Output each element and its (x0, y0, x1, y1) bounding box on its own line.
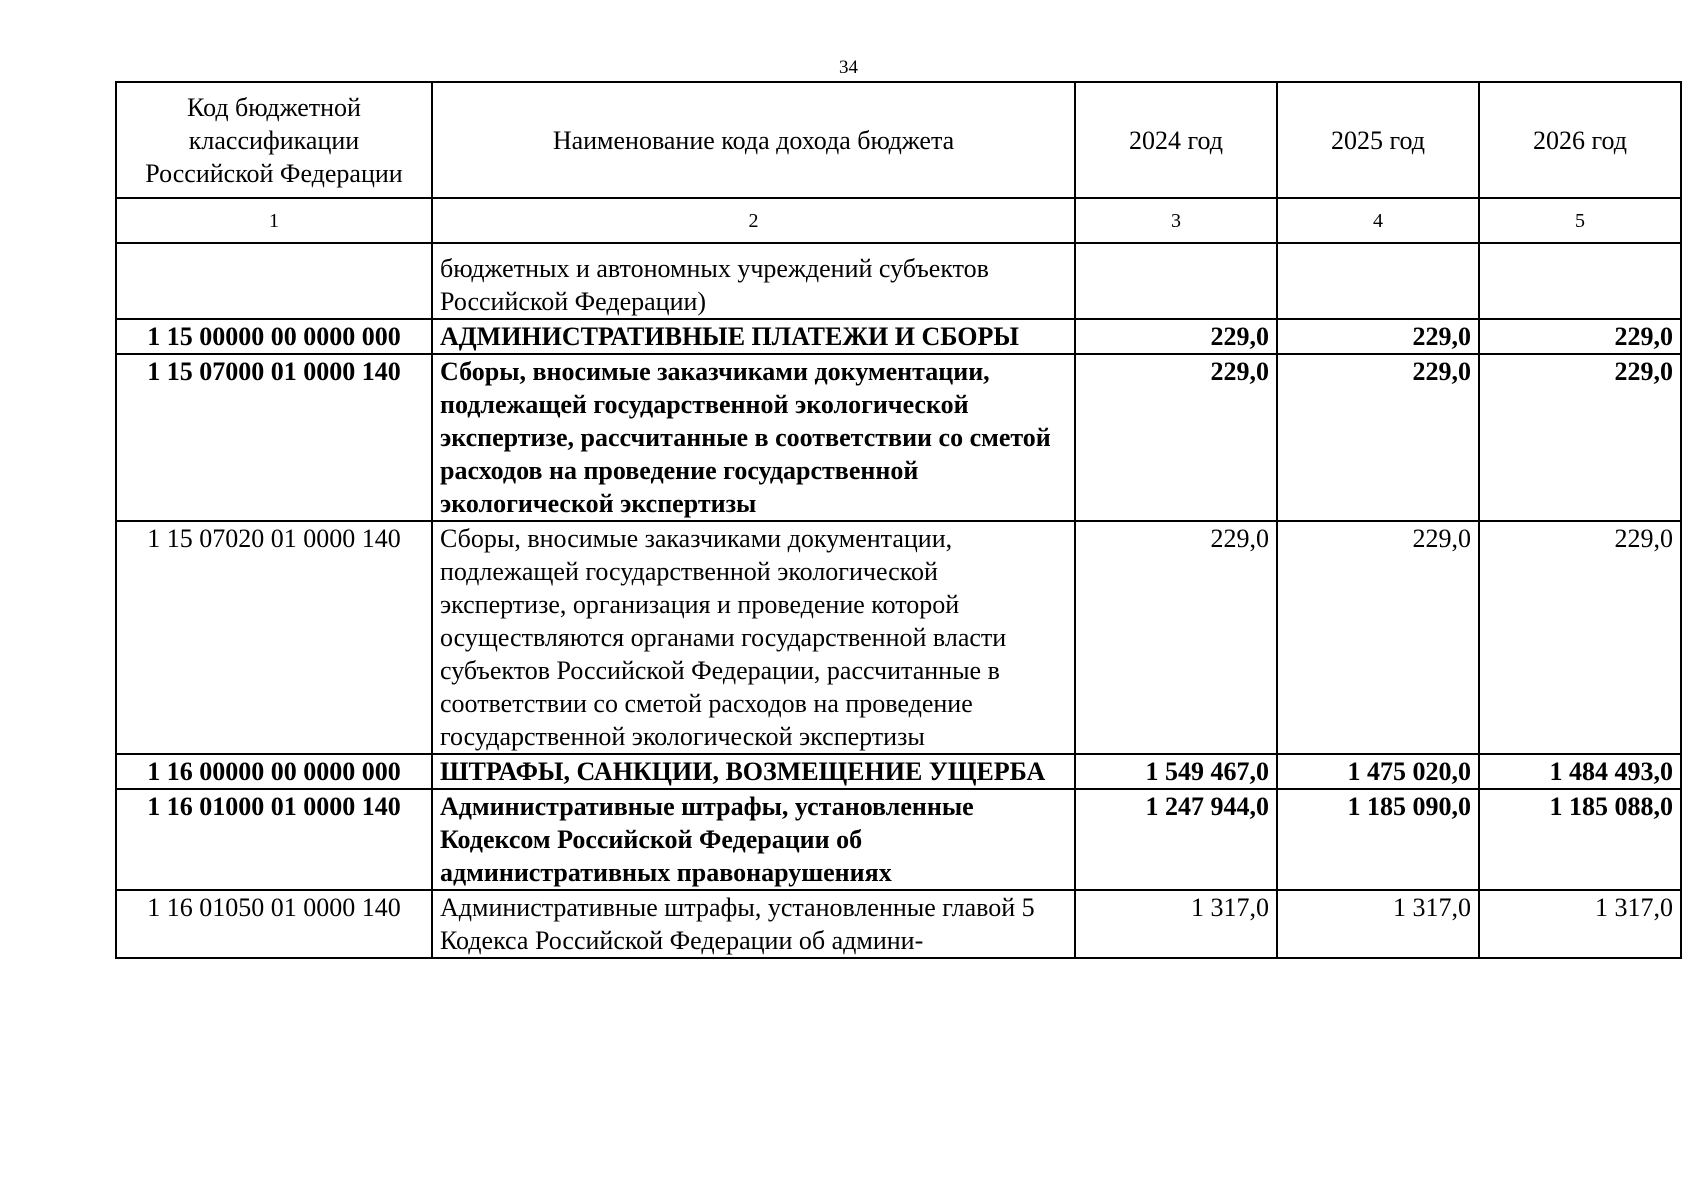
row-value-2025: 1 475 020,0 (1277, 754, 1479, 789)
row-code (116, 243, 432, 319)
row-value-2024: 229,0 (1075, 319, 1277, 354)
row-code: 1 16 01050 01 0000 140 (116, 890, 432, 958)
header-year-2026: 2026 год (1479, 82, 1681, 198)
column-number: 4 (1277, 198, 1479, 243)
header-code: Код бюджетной классификации Российской Федерации (116, 82, 432, 198)
row-code: 1 16 00000 00 0000 000 (116, 754, 432, 789)
header-year-2025: 2025 год (1277, 82, 1479, 198)
column-number: 5 (1479, 198, 1681, 243)
row-name: ШТРАФЫ, САНКЦИИ, ВОЗМЕЩЕНИЕ УЩЕРБА (432, 754, 1075, 789)
row-code: 1 15 00000 00 0000 000 (116, 319, 432, 354)
row-value-2026 (1479, 243, 1681, 319)
column-number-row (116, 198, 1681, 243)
row-value-2024: 229,0 (1075, 354, 1277, 521)
table-row (116, 890, 1681, 958)
row-value-2026: 1 185 088,0 (1479, 789, 1681, 890)
row-value-2026: 229,0 (1479, 354, 1681, 521)
budget-revenue-table (115, 81, 1682, 959)
column-number: 1 (116, 198, 432, 243)
header-year-2024: 2024 год (1075, 82, 1277, 198)
row-value-2025: 1 185 090,0 (1277, 789, 1479, 890)
row-name: Административные штрафы, установленные Кодексом Российской Федерации об административных правонарушениях (432, 789, 1075, 890)
row-value-2025: 229,0 (1277, 319, 1479, 354)
row-value-2026: 1 484 493,0 (1479, 754, 1681, 789)
table-row (116, 354, 1681, 521)
row-value-2026: 229,0 (1479, 319, 1681, 354)
row-value-2024: 1 247 944,0 (1075, 789, 1277, 890)
row-value-2024 (1075, 243, 1277, 319)
row-name: бюджетных и автономных учреждений субъектов Российской Федерации) (432, 243, 1075, 319)
row-name: Сборы, вносимые заказчиками документации, подлежащей государственной экологической экспертизе, рассчитанные в соответствии со сметой расходов на проведение государственной экологической экспертизы (432, 354, 1075, 521)
table-row (116, 243, 1681, 319)
table-header-row (116, 82, 1681, 198)
column-number: 3 (1075, 198, 1277, 243)
row-value-2024: 1 549 467,0 (1075, 754, 1277, 789)
row-value-2026: 229,0 (1479, 521, 1681, 754)
row-code: 1 15 07020 01 0000 140 (116, 521, 432, 754)
row-name: Сборы, вносимые заказчиками документации, подлежащей государственной экологической экспертизе, организация и проведение которой осуществляются органами государственной власти субъектов Российской Федерации, рассчитанные в соответствии со сметой расходов на проведение государственной экологической экспертизы (432, 521, 1075, 754)
row-name: АДМИНИСТРАТИВНЫЕ ПЛАТЕЖИ И СБОРЫ (432, 319, 1075, 354)
header-name: Наименование кода дохода бюджета (432, 82, 1075, 198)
table-row (116, 789, 1681, 890)
table-row (116, 521, 1681, 754)
table-row (116, 754, 1681, 789)
row-code: 1 15 07000 01 0000 140 (116, 354, 432, 521)
row-value-2025: 1 317,0 (1277, 890, 1479, 958)
row-value-2025 (1277, 243, 1479, 319)
row-value-2025: 229,0 (1277, 354, 1479, 521)
row-value-2024: 1 317,0 (1075, 890, 1277, 958)
row-name: Административные штрафы, установленные главой 5 Кодекса Российской Федерации об админи- (432, 890, 1075, 958)
row-code: 1 16 01000 01 0000 140 (116, 789, 432, 890)
row-value-2024: 229,0 (1075, 521, 1277, 754)
column-number: 2 (432, 198, 1075, 243)
page-number: 34 (839, 57, 858, 78)
row-value-2025: 229,0 (1277, 521, 1479, 754)
table-row (116, 319, 1681, 354)
row-value-2026: 1 317,0 (1479, 890, 1681, 958)
